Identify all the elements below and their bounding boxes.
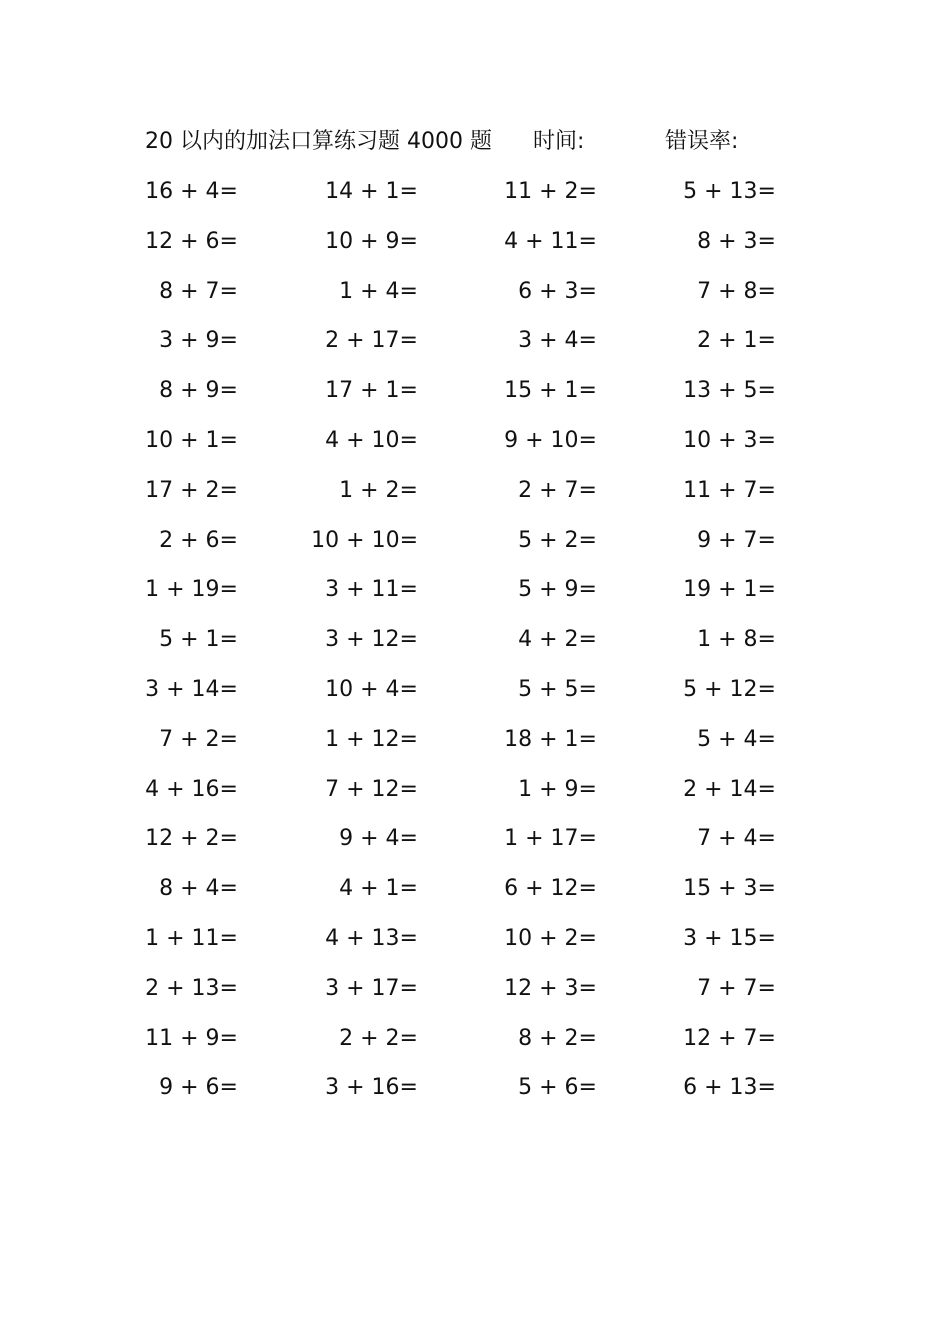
problem-item: 6 + 3= xyxy=(518,278,597,304)
problem-item: 9 + 10= xyxy=(504,427,597,453)
problem-item: 3 + 9= xyxy=(159,328,238,354)
problem-item: 3 + 17= xyxy=(325,975,418,1001)
problem-item: 15 + 1= xyxy=(504,378,597,404)
problem-row xyxy=(0,720,950,770)
problem-item: 8 + 3= xyxy=(697,228,776,254)
problem-item: 7 + 8= xyxy=(697,278,776,304)
problem-item: 11 + 7= xyxy=(683,477,776,503)
worksheet-header xyxy=(145,124,845,160)
problem-item: 11 + 9= xyxy=(145,1025,238,1051)
problem-item: 3 + 4= xyxy=(518,328,597,354)
problem-item: 16 + 4= xyxy=(145,179,238,204)
problem-row xyxy=(0,919,950,969)
problem-row xyxy=(0,1019,950,1069)
problem-row xyxy=(0,272,950,322)
problem-item: 10 + 9= xyxy=(325,228,418,254)
problem-item: 9 + 4= xyxy=(339,826,418,852)
problem-row xyxy=(0,421,950,471)
worksheet-title: 20 以内的加法口算练习题 4000 题 xyxy=(145,129,492,154)
problem-item: 2 + 17= xyxy=(325,328,418,354)
problem-item: 13 + 5= xyxy=(683,378,776,404)
problem-item: 3 + 14= xyxy=(145,676,238,702)
problem-item: 1 + 12= xyxy=(325,726,418,752)
problem-row xyxy=(0,172,950,222)
problem-item: 5 + 6= xyxy=(518,1075,597,1101)
problem-item: 1 + 2= xyxy=(339,477,418,503)
problem-item: 5 + 9= xyxy=(518,577,597,603)
problem-item: 2 + 1= xyxy=(697,328,776,354)
problem-item: 10 + 2= xyxy=(504,925,597,951)
problem-row xyxy=(0,321,950,371)
problem-row xyxy=(0,222,950,272)
problem-item: 12 + 6= xyxy=(145,228,238,254)
problem-item: 8 + 4= xyxy=(159,876,238,902)
problem-item: 9 + 6= xyxy=(159,1075,238,1101)
problem-item: 2 + 14= xyxy=(683,776,776,802)
problem-item: 7 + 4= xyxy=(697,826,776,852)
problem-row xyxy=(0,670,950,720)
problem-item: 1 + 19= xyxy=(145,577,238,603)
problem-row xyxy=(0,620,950,670)
error-rate-label: 错误率: xyxy=(665,129,739,154)
problem-item: 15 + 3= xyxy=(683,876,776,902)
problem-item: 1 + 9= xyxy=(518,776,597,802)
problem-row xyxy=(0,471,950,521)
problem-item: 3 + 12= xyxy=(325,627,418,653)
problem-item: 1 + 4= xyxy=(339,278,418,304)
problem-item: 2 + 13= xyxy=(145,975,238,1001)
problem-item: 5 + 2= xyxy=(518,527,597,553)
problem-row xyxy=(0,869,950,919)
problem-item: 17 + 1= xyxy=(325,378,418,404)
problem-item: 4 + 10= xyxy=(325,427,418,453)
problem-item: 17 + 2= xyxy=(145,477,238,503)
problem-row xyxy=(0,371,950,421)
problem-item: 14 + 1= xyxy=(325,179,418,204)
problem-item: 7 + 12= xyxy=(325,776,418,802)
problem-row xyxy=(0,770,950,820)
problem-row xyxy=(0,819,950,869)
problem-item: 5 + 5= xyxy=(518,676,597,702)
problem-item: 7 + 2= xyxy=(159,726,238,752)
problem-row xyxy=(0,969,950,1019)
problem-item: 8 + 7= xyxy=(159,278,238,304)
problem-item: 12 + 2= xyxy=(145,826,238,852)
problem-item: 1 + 11= xyxy=(145,925,238,951)
problem-item: 2 + 6= xyxy=(159,527,238,553)
problem-item: 10 + 1= xyxy=(145,427,238,453)
problem-item: 3 + 16= xyxy=(325,1075,418,1101)
problem-item: 5 + 12= xyxy=(683,676,776,702)
problem-item: 1 + 17= xyxy=(504,826,597,852)
time-label: 时间: xyxy=(533,129,585,154)
problem-item: 8 + 2= xyxy=(518,1025,597,1051)
problem-item: 12 + 7= xyxy=(683,1025,776,1051)
problem-item: 4 + 2= xyxy=(518,627,597,653)
problem-item: 4 + 16= xyxy=(145,776,238,802)
problem-item: 7 + 7= xyxy=(697,975,776,1001)
problem-item: 5 + 13= xyxy=(683,179,776,204)
problem-item: 10 + 4= xyxy=(325,676,418,702)
problem-item: 18 + 1= xyxy=(504,726,597,752)
problem-item: 6 + 13= xyxy=(683,1075,776,1101)
problem-item: 4 + 13= xyxy=(325,925,418,951)
problem-item: 3 + 11= xyxy=(325,577,418,603)
problem-row xyxy=(0,570,950,620)
problem-item: 5 + 4= xyxy=(697,726,776,752)
problem-item: 4 + 11= xyxy=(504,228,597,254)
problem-item: 8 + 9= xyxy=(159,378,238,404)
problem-item: 1 + 8= xyxy=(697,627,776,653)
problem-item: 19 + 1= xyxy=(683,577,776,603)
problem-row xyxy=(0,521,950,571)
problem-item: 4 + 1= xyxy=(339,876,418,902)
problem-item: 11 + 2= xyxy=(504,179,597,204)
problem-item: 12 + 3= xyxy=(504,975,597,1001)
problem-grid xyxy=(0,172,950,1118)
problem-item: 10 + 3= xyxy=(683,427,776,453)
problem-item: 9 + 7= xyxy=(697,527,776,553)
problem-item: 2 + 2= xyxy=(339,1025,418,1051)
problem-item: 2 + 7= xyxy=(518,477,597,503)
problem-item: 5 + 1= xyxy=(159,627,238,653)
problem-item: 10 + 10= xyxy=(311,527,418,553)
problem-item: 6 + 12= xyxy=(504,876,597,902)
problem-item: 3 + 15= xyxy=(683,925,776,951)
problem-row xyxy=(0,1068,950,1118)
